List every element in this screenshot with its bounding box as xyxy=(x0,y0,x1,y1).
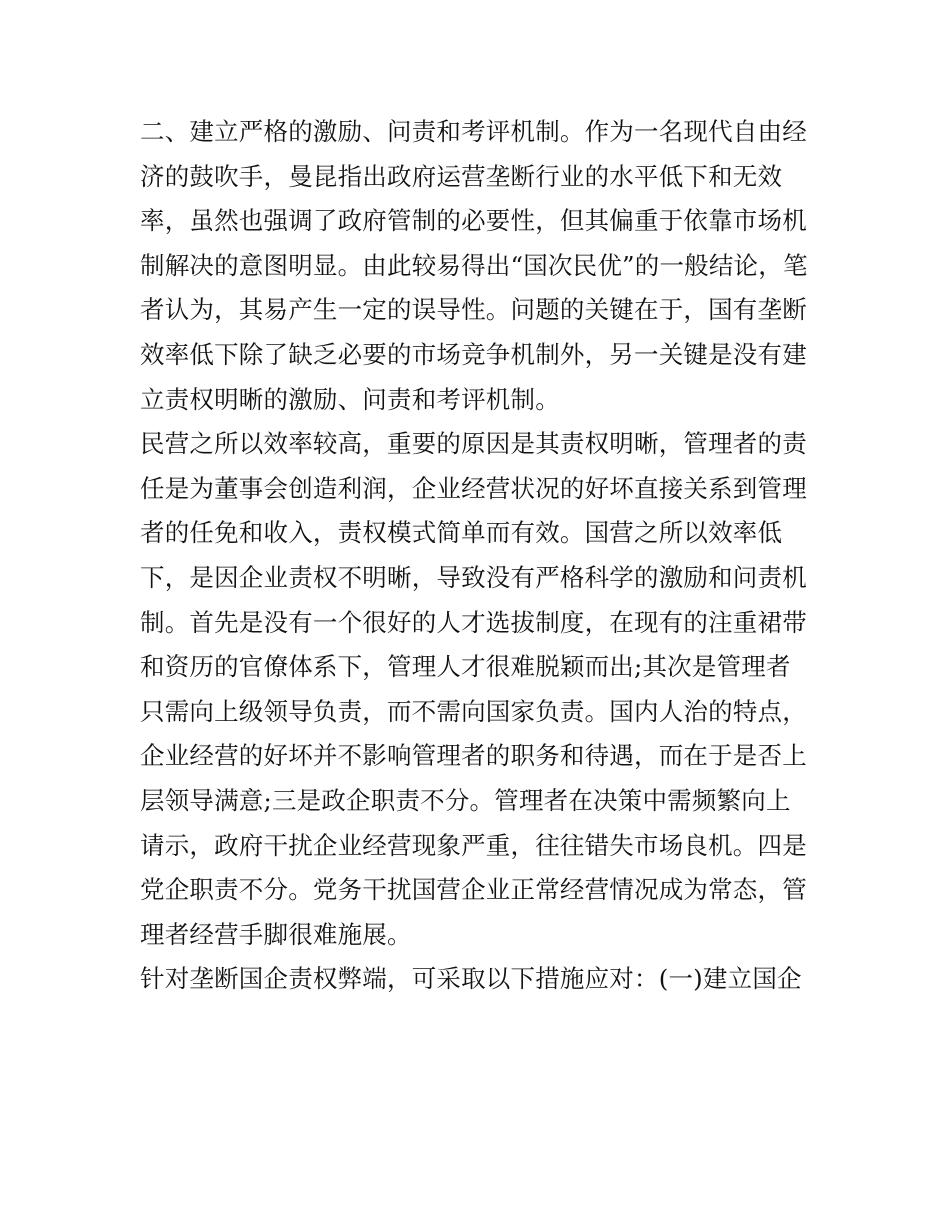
text-line: 下，是因企业责权不明晰，导致没有严格科学的激励和问责机 xyxy=(140,562,807,592)
text-line: 只需向上级领导负责，而不需向国家负责。国内人治的特点， xyxy=(140,696,807,726)
text-line: 制。首先是没有一个很好的人才选拔制度，在现有的注重裙带 xyxy=(140,607,807,637)
text-line: 民营之所以效率较高，重要的原因是其责权明晰，管理者的责 xyxy=(140,429,807,459)
text-line: 效率低下除了缺乏必要的市场竞争机制外，另一关键是没有建 xyxy=(140,339,807,369)
text-line: 针对垄断国企责权弊端，可采取以下措施应对：(一)建立国企 xyxy=(140,964,802,994)
text-line: 企业经营的好坏并不影响管理者的职务和待遇，而在于是否上 xyxy=(140,741,807,771)
text-line: 立责权明晰的激励、问责和考评机制。 xyxy=(140,384,560,414)
text-line: 任是为董事会创造利润，企业经营状况的好坏直接关系到管理 xyxy=(140,473,807,503)
text-line: 理者经营手脚很难施展。 xyxy=(140,919,412,949)
text-line: 层领导满意;三是政企职责不分。管理者在决策中需频繁向上 xyxy=(140,785,791,815)
text-line: 者的任免和收入，责权模式简单而有效。国营之所以效率低 xyxy=(140,518,783,548)
text-line: 者认为，其易产生一定的误导性。问题的关键在于，国有垄断 xyxy=(140,295,807,325)
text-line: 济的鼓吹手，曼昆指出政府运营垄断行业的水平低下和无效 xyxy=(140,161,783,191)
text-line: 二、建立严格的激励、问责和考评机制。作为一名现代自由经 xyxy=(140,117,807,146)
text-line: 党企职责不分。党务干扰国营企业正常经营情况成为常态，管 xyxy=(140,875,807,905)
text-line: 率，虽然也强调了政府管制的必要性，但其偏重于依靠市场机 xyxy=(140,206,807,236)
document-body xyxy=(140,110,820,1002)
text-line: 请示，政府干扰企业经营现象严重，往往错失市场良机。四是 xyxy=(140,830,807,860)
text-line: 制解决的意图明显。由此较易得出“国次民优”的一般结论，笔 xyxy=(140,250,808,280)
text-line: 和资历的官僚体系下，管理人才很难脱颖而出;其次是管理者 xyxy=(140,652,791,682)
